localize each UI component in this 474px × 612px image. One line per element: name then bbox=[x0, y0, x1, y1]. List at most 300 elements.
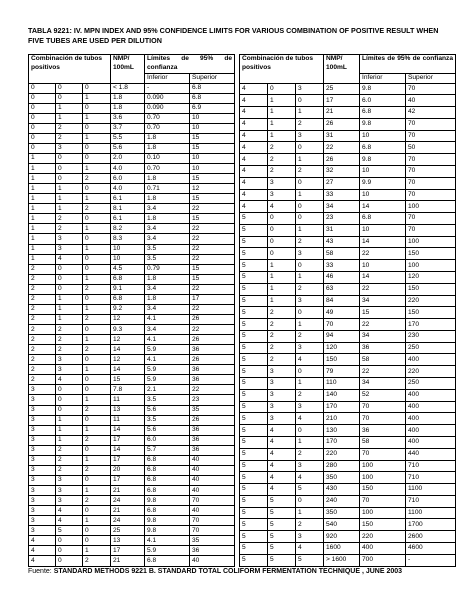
cell-upper: 22 bbox=[190, 254, 235, 264]
cell-tube3: 2 bbox=[83, 405, 111, 415]
cell-tube2: 2 bbox=[56, 345, 83, 355]
cell-tube2: 0 bbox=[267, 236, 295, 248]
cell-nmp: 4.0 bbox=[111, 164, 145, 174]
cell-tube2: 4 bbox=[56, 375, 83, 385]
cell-nmp: 32 bbox=[323, 165, 359, 177]
cell-upper: 40 bbox=[190, 506, 235, 516]
cell-upper: 70 bbox=[405, 213, 455, 225]
cell-tube2: 1 bbox=[267, 283, 295, 295]
table-row bbox=[239, 378, 455, 390]
cell-tube1: 3 bbox=[29, 395, 56, 405]
table-row bbox=[29, 284, 235, 294]
cell-upper: 70 bbox=[405, 189, 455, 201]
cell-tube2: 0 bbox=[56, 284, 83, 294]
cell-tube2: 1 bbox=[56, 204, 83, 214]
cell-tube3: 1 bbox=[295, 436, 323, 448]
cell-tube2: 2 bbox=[267, 342, 295, 354]
cell-upper: 220 bbox=[405, 295, 455, 307]
table-row bbox=[239, 472, 455, 484]
cell-tube3: 2 bbox=[295, 118, 323, 130]
cell-tube3: 3 bbox=[295, 531, 323, 543]
cell-tube1: 5 bbox=[239, 354, 267, 366]
cell-lower: 3.4 bbox=[145, 204, 190, 214]
cell-tube1: 4 bbox=[239, 118, 267, 130]
cell-tube2: 1 bbox=[56, 314, 83, 324]
cell-lower: 100 bbox=[359, 472, 405, 484]
footer-prefix: Fuente: bbox=[28, 568, 54, 575]
cell-nmp: 110 bbox=[323, 378, 359, 390]
tables-container bbox=[28, 54, 456, 567]
cell-upper: 710 bbox=[405, 460, 455, 472]
cell-lower: 52 bbox=[359, 389, 405, 401]
cell-upper: 36 bbox=[190, 425, 235, 435]
table-row bbox=[29, 224, 235, 234]
cell-lower: 15 bbox=[359, 307, 405, 319]
cell-tube1: 4 bbox=[239, 165, 267, 177]
cell-tube2: 4 bbox=[267, 425, 295, 437]
cell-tube2: 3 bbox=[56, 496, 83, 506]
cell-lower: 150 bbox=[359, 519, 405, 531]
cell-tube3: 3 bbox=[295, 460, 323, 472]
cell-lower: 58 bbox=[359, 436, 405, 448]
header-combination: Combinación de tubos positivos bbox=[29, 55, 111, 84]
cell-nmp: 31 bbox=[323, 130, 359, 142]
cell-lower: 36 bbox=[359, 425, 405, 437]
cell-nmp: 240 bbox=[323, 495, 359, 507]
cell-lower: 3.4 bbox=[145, 325, 190, 335]
cell-lower: 6.8 bbox=[359, 142, 405, 154]
cell-tube3: 0 bbox=[295, 495, 323, 507]
cell-nmp: 17 bbox=[323, 95, 359, 107]
cell-tube3: 3 bbox=[295, 130, 323, 142]
cell-tube1: 2 bbox=[29, 304, 56, 314]
cell-lower: 4.1 bbox=[145, 536, 190, 546]
cell-lower: 0.10 bbox=[145, 153, 190, 163]
cell-tube1: 3 bbox=[29, 425, 56, 435]
cell-upper: 15 bbox=[190, 194, 235, 204]
cell-lower: 700 bbox=[359, 554, 405, 566]
table-row bbox=[239, 495, 455, 507]
cell-nmp: 170 bbox=[323, 401, 359, 413]
cell-upper: 400 bbox=[405, 425, 455, 437]
cell-tube1: 5 bbox=[239, 495, 267, 507]
cell-tube1: 5 bbox=[239, 330, 267, 342]
cell-lower: 9.8 bbox=[145, 516, 190, 526]
cell-tube2: 3 bbox=[267, 189, 295, 201]
cell-tube1: 0 bbox=[29, 123, 56, 133]
cell-upper: 250 bbox=[405, 378, 455, 390]
table-row bbox=[29, 93, 235, 103]
cell-lower: 3.5 bbox=[145, 244, 190, 254]
cell-tube3: 2 bbox=[295, 330, 323, 342]
cell-lower: - bbox=[145, 83, 190, 93]
cell-lower: 6.0 bbox=[145, 435, 190, 445]
table-row bbox=[29, 153, 235, 163]
table-row bbox=[239, 201, 455, 213]
cell-tube3: 2 bbox=[83, 174, 111, 184]
cell-lower: 6.8 bbox=[359, 213, 405, 225]
cell-nmp: 70 bbox=[323, 319, 359, 331]
cell-upper: 40 bbox=[190, 486, 235, 496]
table-row bbox=[29, 385, 235, 395]
cell-tube3: 3 bbox=[295, 295, 323, 307]
cell-tube2: 5 bbox=[267, 519, 295, 531]
cell-upper: 50 bbox=[405, 142, 455, 154]
cell-tube2: 5 bbox=[267, 542, 295, 554]
table-row bbox=[29, 546, 235, 556]
table-row bbox=[29, 445, 235, 455]
cell-lower: 22 bbox=[359, 283, 405, 295]
table-row bbox=[29, 405, 235, 415]
cell-lower: 5.6 bbox=[145, 425, 190, 435]
cell-tube3: 0 bbox=[83, 355, 111, 365]
cell-tube1: 2 bbox=[29, 375, 56, 385]
cell-tube2: 2 bbox=[56, 133, 83, 143]
cell-lower: 5.9 bbox=[145, 345, 190, 355]
table-row bbox=[239, 83, 455, 95]
cell-tube1: 5 bbox=[239, 260, 267, 272]
table-row bbox=[29, 214, 235, 224]
cell-tube3: 2 bbox=[295, 165, 323, 177]
table-row bbox=[239, 366, 455, 378]
table-row bbox=[29, 184, 235, 194]
cell-lower: 9.8 bbox=[359, 118, 405, 130]
cell-tube1: 3 bbox=[29, 526, 56, 536]
cell-tube2: 0 bbox=[56, 164, 83, 174]
cell-lower: 1.8 bbox=[145, 174, 190, 184]
cell-tube2: 4 bbox=[267, 436, 295, 448]
cell-lower: 70 bbox=[359, 448, 405, 460]
cell-upper: 15 bbox=[190, 174, 235, 184]
cell-lower: 1.8 bbox=[145, 143, 190, 153]
cell-tube1: 5 bbox=[239, 460, 267, 472]
cell-tube2: 1 bbox=[56, 435, 83, 445]
cell-tube1: 2 bbox=[29, 365, 56, 375]
cell-upper: 6.8 bbox=[190, 83, 235, 93]
cell-tube1: 0 bbox=[29, 113, 56, 123]
cell-nmp: 12 bbox=[111, 314, 145, 324]
cell-nmp: 6.0 bbox=[111, 174, 145, 184]
cell-lower: 14 bbox=[359, 201, 405, 213]
cell-lower: 0.70 bbox=[145, 164, 190, 174]
cell-lower: 4.1 bbox=[145, 314, 190, 324]
cell-tube3: 1 bbox=[83, 365, 111, 375]
table-row bbox=[239, 118, 455, 130]
cell-nmp: 3.7 bbox=[111, 123, 145, 133]
cell-tube3: 0 bbox=[83, 294, 111, 304]
cell-tube3: 2 bbox=[83, 496, 111, 506]
cell-tube1: 1 bbox=[29, 164, 56, 174]
cell-upper: 1100 bbox=[405, 507, 455, 519]
cell-nmp: 170 bbox=[323, 436, 359, 448]
cell-lower: 400 bbox=[359, 542, 405, 554]
header-upper: Superior bbox=[405, 74, 455, 84]
cell-tube1: 3 bbox=[29, 405, 56, 415]
cell-tube3: 2 bbox=[83, 284, 111, 294]
cell-nmp: 3.6 bbox=[111, 113, 145, 123]
cell-tube1: 2 bbox=[29, 335, 56, 345]
cell-tube1: 4 bbox=[239, 154, 267, 166]
cell-tube3: 1 bbox=[83, 93, 111, 103]
table-row bbox=[29, 536, 235, 546]
cell-tube2: 0 bbox=[56, 385, 83, 395]
cell-tube3: 0 bbox=[83, 385, 111, 395]
cell-tube1: 2 bbox=[29, 345, 56, 355]
cell-tube1: 2 bbox=[29, 325, 56, 335]
cell-tube2: 0 bbox=[56, 153, 83, 163]
cell-tube1: 5 bbox=[239, 401, 267, 413]
cell-upper: 22 bbox=[190, 224, 235, 234]
cell-lower: 3.4 bbox=[145, 234, 190, 244]
footer-source: STANDARD METHODS 9221 B. STANDARD TOTAL COLIFORM FERMENTATION TECHNIQUE , JUNE 2003 bbox=[53, 568, 403, 575]
cell-upper: 36 bbox=[190, 445, 235, 455]
cell-upper: 170 bbox=[405, 319, 455, 331]
cell-upper: 1100 bbox=[405, 484, 455, 496]
table-row bbox=[29, 264, 235, 274]
cell-tube2: 2 bbox=[267, 319, 295, 331]
cell-tube1: 2 bbox=[29, 294, 56, 304]
cell-lower: 6.8 bbox=[145, 556, 190, 567]
cell-nmp: 25 bbox=[111, 526, 145, 536]
cell-tube3: 4 bbox=[295, 542, 323, 554]
cell-nmp: 5.5 bbox=[111, 133, 145, 143]
cell-nmp: 79 bbox=[323, 366, 359, 378]
cell-nmp: 280 bbox=[323, 460, 359, 472]
cell-tube2: 5 bbox=[267, 531, 295, 543]
cell-tube2: 4 bbox=[267, 460, 295, 472]
cell-tube3: 0 bbox=[83, 506, 111, 516]
cell-nmp: 33 bbox=[323, 260, 359, 272]
cell-nmp: 84 bbox=[323, 295, 359, 307]
cell-tube1: 5 bbox=[239, 283, 267, 295]
cell-tube2: 0 bbox=[267, 213, 295, 225]
cell-tube3: 0 bbox=[83, 415, 111, 425]
cell-tube3: 1 bbox=[83, 304, 111, 314]
header-nmp: NMP/ 100mL bbox=[111, 55, 145, 84]
cell-upper: 35 bbox=[190, 536, 235, 546]
cell-tube2: 2 bbox=[56, 465, 83, 475]
cell-nmp: 6.1 bbox=[111, 214, 145, 224]
cell-tube3: 0 bbox=[83, 375, 111, 385]
cell-nmp: 4.0 bbox=[111, 184, 145, 194]
cell-tube3: 2 bbox=[295, 236, 323, 248]
cell-tube3: 1 bbox=[83, 274, 111, 284]
cell-upper: 220 bbox=[405, 366, 455, 378]
cell-lower: 100 bbox=[359, 507, 405, 519]
cell-nmp: 220 bbox=[323, 448, 359, 460]
cell-tube2: 0 bbox=[56, 274, 83, 284]
cell-nmp: 17 bbox=[111, 546, 145, 556]
cell-tube1: 5 bbox=[239, 507, 267, 519]
cell-tube3: 0 bbox=[295, 366, 323, 378]
cell-upper: 22 bbox=[190, 325, 235, 335]
cell-tube2: 1 bbox=[56, 103, 83, 113]
cell-nmp: 14 bbox=[111, 425, 145, 435]
cell-nmp: > 1600 bbox=[323, 554, 359, 566]
table-row bbox=[29, 365, 235, 375]
cell-lower: 5.9 bbox=[145, 365, 190, 375]
cell-tube3: 2 bbox=[295, 448, 323, 460]
cell-tube3: 1 bbox=[83, 133, 111, 143]
cell-upper: 40 bbox=[190, 465, 235, 475]
table-row bbox=[29, 113, 235, 123]
cell-tube1: 5 bbox=[239, 519, 267, 531]
cell-tube3: 1 bbox=[83, 113, 111, 123]
cell-nmp: 43 bbox=[323, 236, 359, 248]
cell-lower: 22 bbox=[359, 319, 405, 331]
cell-upper: 17 bbox=[190, 294, 235, 304]
cell-tube2: 4 bbox=[267, 472, 295, 484]
cell-upper: 70 bbox=[190, 526, 235, 536]
cell-tube1: 5 bbox=[239, 213, 267, 225]
cell-tube2: 0 bbox=[56, 546, 83, 556]
cell-nmp: 8.2 bbox=[111, 224, 145, 234]
cell-nmp: 14 bbox=[111, 345, 145, 355]
cell-lower: 3.4 bbox=[145, 224, 190, 234]
cell-upper: - bbox=[405, 554, 455, 566]
cell-tube3: 1 bbox=[83, 516, 111, 526]
cell-tube3: 3 bbox=[295, 83, 323, 95]
cell-tube1: 3 bbox=[29, 496, 56, 506]
cell-tube2: 2 bbox=[267, 165, 295, 177]
cell-nmp: 8.1 bbox=[111, 204, 145, 214]
cell-tube2: 3 bbox=[267, 389, 295, 401]
table-row bbox=[239, 189, 455, 201]
cell-upper: 150 bbox=[405, 283, 455, 295]
cell-tube1: 2 bbox=[29, 274, 56, 284]
cell-tube3: 4 bbox=[295, 354, 323, 366]
cell-lower: 34 bbox=[359, 378, 405, 390]
cell-lower: 5.7 bbox=[145, 445, 190, 455]
cell-upper: 26 bbox=[190, 355, 235, 365]
cell-tube2: 5 bbox=[267, 507, 295, 519]
cell-lower: 0.70 bbox=[145, 123, 190, 133]
cell-tube1: 5 bbox=[239, 224, 267, 236]
cell-tube2: 2 bbox=[56, 335, 83, 345]
cell-nmp: 17 bbox=[111, 455, 145, 465]
cell-nmp: 1600 bbox=[323, 542, 359, 554]
cell-tube1: 3 bbox=[29, 506, 56, 516]
cell-nmp: 210 bbox=[323, 413, 359, 425]
cell-lower: 70 bbox=[359, 401, 405, 413]
table-row bbox=[29, 304, 235, 314]
cell-lower: 10 bbox=[359, 189, 405, 201]
table-row bbox=[239, 542, 455, 554]
cell-upper: 10 bbox=[190, 123, 235, 133]
table-row bbox=[29, 455, 235, 465]
cell-nmp: 24 bbox=[111, 516, 145, 526]
cell-tube1: 2 bbox=[29, 284, 56, 294]
cell-tube1: 4 bbox=[239, 107, 267, 119]
table-row bbox=[29, 355, 235, 365]
cell-lower: 14 bbox=[359, 236, 405, 248]
cell-lower: 220 bbox=[359, 531, 405, 543]
cell-tube3: 0 bbox=[295, 260, 323, 272]
cell-tube1: 0 bbox=[29, 83, 56, 93]
cell-lower: 6.8 bbox=[145, 455, 190, 465]
cell-tube2: 3 bbox=[56, 355, 83, 365]
cell-upper: 36 bbox=[190, 435, 235, 445]
table-row bbox=[29, 375, 235, 385]
cell-tube2: 1 bbox=[267, 118, 295, 130]
cell-tube3: 0 bbox=[295, 201, 323, 213]
cell-nmp: 94 bbox=[323, 330, 359, 342]
cell-upper: 6.9 bbox=[190, 103, 235, 113]
cell-nmp: 10 bbox=[111, 254, 145, 264]
cell-nmp: 6.8 bbox=[111, 294, 145, 304]
cell-tube3: 0 bbox=[83, 83, 111, 93]
cell-nmp: 5.6 bbox=[111, 143, 145, 153]
cell-tube2: 1 bbox=[56, 194, 83, 204]
source-footer bbox=[28, 567, 458, 576]
cell-tube1: 0 bbox=[29, 133, 56, 143]
table-row bbox=[239, 130, 455, 142]
cell-tube2: 2 bbox=[56, 123, 83, 133]
table-row bbox=[29, 526, 235, 536]
cell-tube2: 4 bbox=[267, 201, 295, 213]
cell-tube1: 0 bbox=[29, 103, 56, 113]
cell-lower: 1.8 bbox=[145, 274, 190, 284]
cell-lower: 0.090 bbox=[145, 103, 190, 113]
cell-upper: 10 bbox=[190, 164, 235, 174]
cell-tube2: 0 bbox=[56, 174, 83, 184]
table-row bbox=[29, 123, 235, 133]
cell-upper: 22 bbox=[190, 284, 235, 294]
cell-tube2: 2 bbox=[56, 455, 83, 465]
cell-nmp: 49 bbox=[323, 307, 359, 319]
cell-tube1: 2 bbox=[29, 355, 56, 365]
cell-tube2: 5 bbox=[56, 526, 83, 536]
cell-upper: 4600 bbox=[405, 542, 455, 554]
cell-tube3: 0 bbox=[83, 123, 111, 133]
cell-tube1: 3 bbox=[29, 516, 56, 526]
cell-tube3: 2 bbox=[83, 435, 111, 445]
cell-tube3: 1 bbox=[295, 189, 323, 201]
cell-tube1: 4 bbox=[239, 177, 267, 189]
cell-tube2: 5 bbox=[267, 554, 295, 566]
table-row bbox=[239, 342, 455, 354]
cell-tube2: 3 bbox=[267, 378, 295, 390]
cell-nmp: 31 bbox=[323, 224, 359, 236]
cell-tube3: 0 bbox=[83, 325, 111, 335]
cell-tube3: 0 bbox=[83, 143, 111, 153]
header-limits: Límites de 95% de confianza bbox=[145, 55, 235, 74]
cell-lower: 5.9 bbox=[145, 375, 190, 385]
cell-nmp: 540 bbox=[323, 519, 359, 531]
table-row bbox=[239, 413, 455, 425]
cell-tube3: 0 bbox=[83, 526, 111, 536]
cell-lower: 9.8 bbox=[359, 83, 405, 95]
cell-tube2: 2 bbox=[267, 354, 295, 366]
cell-tube3: 3 bbox=[295, 342, 323, 354]
cell-tube1: 3 bbox=[29, 435, 56, 445]
table-row bbox=[29, 194, 235, 204]
table-row bbox=[239, 213, 455, 225]
cell-nmp: 13 bbox=[111, 405, 145, 415]
cell-tube3: 0 bbox=[295, 142, 323, 154]
cell-nmp: 20 bbox=[111, 465, 145, 475]
cell-upper: 2600 bbox=[405, 531, 455, 543]
cell-upper: 70 bbox=[405, 118, 455, 130]
cell-tube2: 0 bbox=[56, 536, 83, 546]
cell-upper: 710 bbox=[405, 472, 455, 484]
cell-tube1: 4 bbox=[29, 546, 56, 556]
cell-lower: 3.4 bbox=[145, 284, 190, 294]
table-row bbox=[239, 484, 455, 496]
cell-tube3: 1 bbox=[83, 224, 111, 234]
cell-tube1: 3 bbox=[29, 415, 56, 425]
cell-tube1: 5 bbox=[239, 366, 267, 378]
